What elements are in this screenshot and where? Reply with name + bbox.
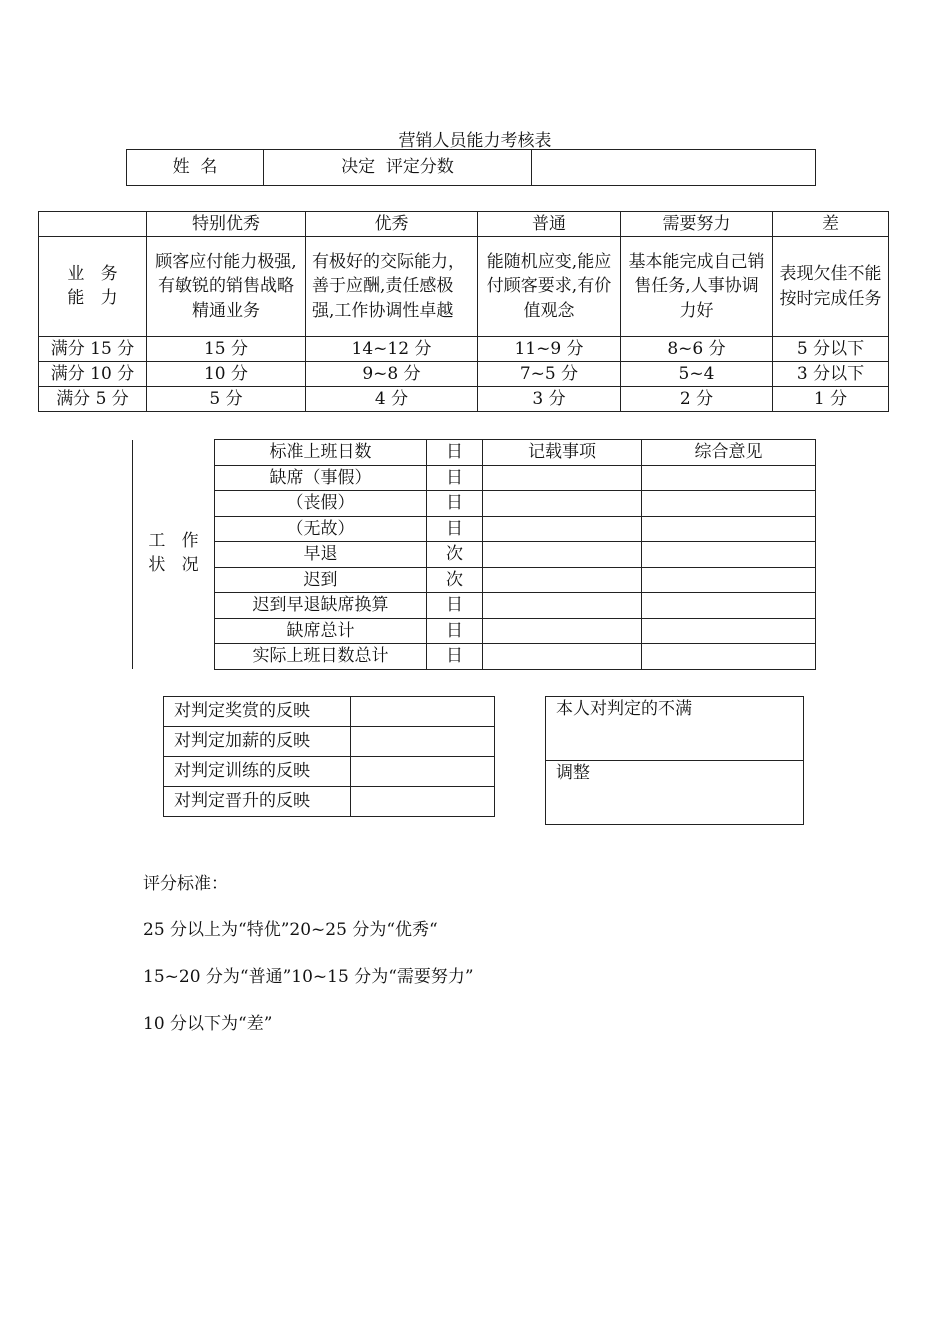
opinion-cell[interactable] xyxy=(642,618,816,644)
score-cell: 满分 5 分 xyxy=(39,387,147,412)
reaction-row xyxy=(164,787,495,817)
reaction-row xyxy=(164,697,495,727)
work-item-label: 标准上班日数 xyxy=(215,440,427,466)
reaction-value-cell[interactable] xyxy=(351,697,495,727)
ability-header-row xyxy=(39,212,889,237)
work-row xyxy=(133,593,816,619)
standard-line: 15~20 分为“普通”10~15 分为“需要努力” xyxy=(143,967,474,987)
work-item-label: 缺席总计 xyxy=(215,618,427,644)
opinion-cell[interactable] xyxy=(642,491,816,517)
score-cell: 满分 10 分 xyxy=(39,362,147,387)
score-cell: 5~4 xyxy=(621,362,773,387)
work-row xyxy=(133,491,816,517)
work-unit: 日 xyxy=(427,593,483,619)
reaction-row xyxy=(164,757,495,787)
opinion-cell[interactable] xyxy=(642,644,816,670)
work-unit: 日 xyxy=(427,644,483,670)
score-cell: 14~12 分 xyxy=(306,337,478,362)
score-row xyxy=(39,337,889,362)
opinion-cell[interactable] xyxy=(642,593,816,619)
dissatisfaction-field[interactable]: 本人对判定的不满 xyxy=(546,697,804,761)
work-row xyxy=(133,542,816,568)
record-cell[interactable] xyxy=(483,618,642,644)
work-unit: 次 xyxy=(427,542,483,568)
reaction-label: 对判定加薪的反映 xyxy=(164,727,351,757)
opinion-cell[interactable] xyxy=(642,516,816,542)
standard-heading: 评分标准： xyxy=(143,874,228,894)
ability-row-label: 业 务 能 力 xyxy=(39,237,147,337)
ability-header-cell: 需要努力 xyxy=(621,212,773,237)
work-row xyxy=(133,567,816,593)
work-item-label: 早退 xyxy=(215,542,427,568)
score-cell: 1 分 xyxy=(773,387,889,412)
work-item-label: 迟到 xyxy=(215,567,427,593)
ability-table xyxy=(38,211,889,412)
description-cell: 能随机应变,能应付顾客要求,有价值观念 xyxy=(478,237,621,337)
reaction-value-cell[interactable] xyxy=(351,757,495,787)
work-status-table xyxy=(132,439,816,670)
standard-line: 10 分以下为“差” xyxy=(143,1014,273,1034)
opinion-cell[interactable] xyxy=(642,542,816,568)
reaction-row xyxy=(164,727,495,757)
score-cell: 3 分以下 xyxy=(773,362,889,387)
work-unit: 日 xyxy=(427,465,483,491)
reaction-value-cell[interactable] xyxy=(351,787,495,817)
score-cell: 5 分以下 xyxy=(773,337,889,362)
dissatisfaction-table xyxy=(545,696,804,825)
record-cell[interactable] xyxy=(483,567,642,593)
work-unit: 日 xyxy=(427,440,483,466)
score-label: 决定 评定分数 xyxy=(264,150,532,186)
opinion-cell[interactable] xyxy=(642,567,816,593)
score-cell: 11~9 分 xyxy=(478,337,621,362)
score-cell: 2 分 xyxy=(621,387,773,412)
ability-header-cell: 特别优秀 xyxy=(147,212,306,237)
ability-header-cell: 差 xyxy=(773,212,889,237)
score-row xyxy=(39,387,889,412)
ability-header-cell: 普通 xyxy=(478,212,621,237)
standard-line: 25 分以上为“特优”20~25 分为“优秀“ xyxy=(143,920,438,940)
ability-header-cell: 优秀 xyxy=(306,212,478,237)
score-value-field[interactable] xyxy=(532,150,816,186)
ability-header-cell xyxy=(39,212,147,237)
ability-description-row xyxy=(39,237,889,337)
reaction-label: 对判定奖赏的反映 xyxy=(164,697,351,727)
score-cell: 10 分 xyxy=(147,362,306,387)
work-side-label: 工 作 状 况 xyxy=(133,440,215,670)
score-cell: 8~6 分 xyxy=(621,337,773,362)
work-item-label: 缺席（事假） xyxy=(215,465,427,491)
name-score-table xyxy=(126,149,816,186)
work-unit: 次 xyxy=(427,567,483,593)
score-cell: 15 分 xyxy=(147,337,306,362)
adjustment-field[interactable]: 调整 xyxy=(546,761,804,825)
score-cell: 满分 15 分 xyxy=(39,337,147,362)
record-cell[interactable] xyxy=(483,542,642,568)
description-cell: 基本能完成自己销售任务,人事协调力好 xyxy=(621,237,773,337)
work-item-label: （无故） xyxy=(215,516,427,542)
description-cell: 有极好的交际能力，善于应酬,责任感极强,工作协调性卓越 xyxy=(306,237,478,337)
work-item-label: （丧假） xyxy=(215,491,427,517)
reaction-value-cell[interactable] xyxy=(351,727,495,757)
reaction-label: 对判定训练的反映 xyxy=(164,757,351,787)
score-cell: 5 分 xyxy=(147,387,306,412)
score-cell: 9~8 分 xyxy=(306,362,478,387)
record-cell[interactable] xyxy=(483,593,642,619)
work-item-label: 迟到早退缺席换算 xyxy=(215,593,427,619)
work-header-row xyxy=(133,440,816,466)
description-cell: 顾客应付能力极强,有敏锐的销售战略精通业务 xyxy=(147,237,306,337)
score-cell: 7~5 分 xyxy=(478,362,621,387)
score-cell: 3 分 xyxy=(478,387,621,412)
description-cell: 表现欠佳不能按时完成任务 xyxy=(773,237,889,337)
record-cell[interactable] xyxy=(483,465,642,491)
work-row xyxy=(133,618,816,644)
work-header-cell: 记载事项 xyxy=(483,440,642,466)
name-label: 姓 名 xyxy=(127,150,264,186)
work-unit: 日 xyxy=(427,618,483,644)
page-title: 营销人员能力考核表 xyxy=(398,131,552,151)
record-cell[interactable] xyxy=(483,644,642,670)
work-unit: 日 xyxy=(427,491,483,517)
work-item-label: 实际上班日数总计 xyxy=(215,644,427,670)
work-unit: 日 xyxy=(427,516,483,542)
opinion-cell[interactable] xyxy=(642,465,816,491)
work-row xyxy=(133,644,816,670)
reaction-label: 对判定晋升的反映 xyxy=(164,787,351,817)
work-row xyxy=(133,516,816,542)
work-header-cell: 综合意见 xyxy=(642,440,816,466)
score-cell: 4 分 xyxy=(306,387,478,412)
reaction-table xyxy=(163,696,495,817)
work-row xyxy=(133,465,816,491)
score-row xyxy=(39,362,889,387)
record-cell[interactable] xyxy=(483,491,642,517)
record-cell[interactable] xyxy=(483,516,642,542)
